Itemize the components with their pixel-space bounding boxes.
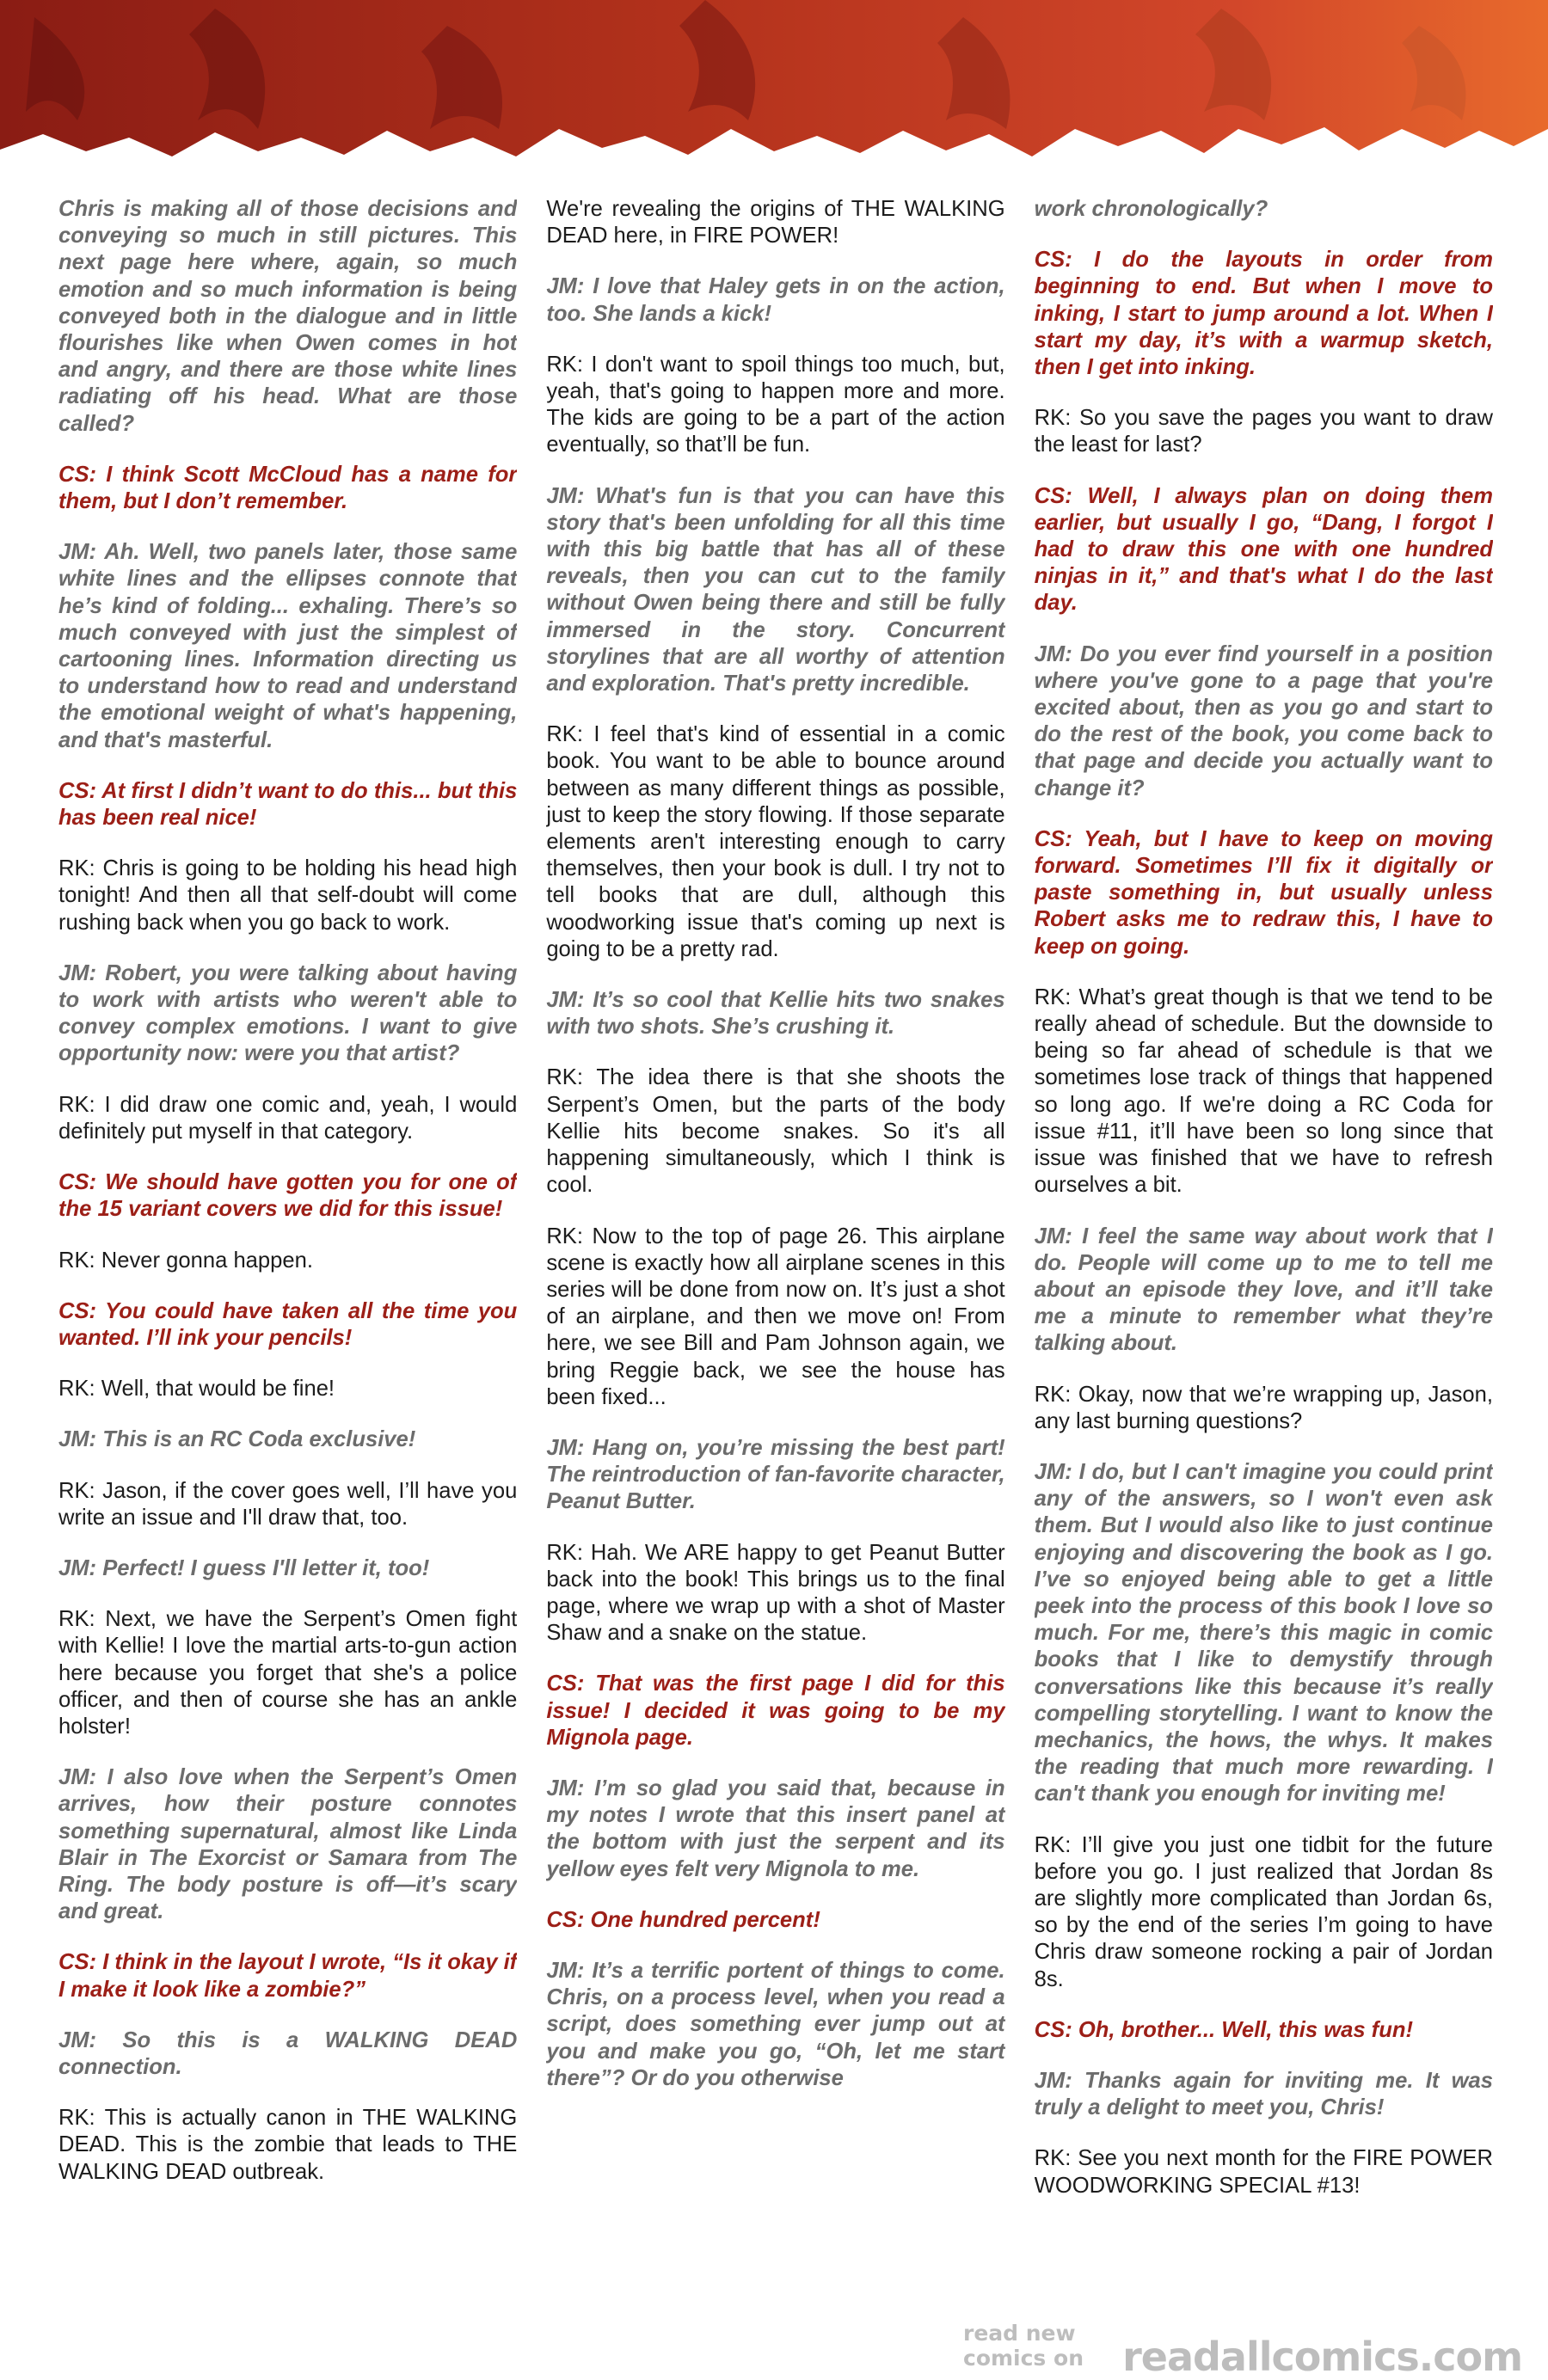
paragraph: JM: So this is a WALKING DEAD connection.: [58, 2027, 518, 2079]
paragraph: JM: I also love when the Serpent’s Omen arrives, how their posture connotes something supernatural, almost like Linda Blair in The Exorcist or Samara from The Ring. The body posture is off—it’s scary and great.: [58, 1765, 518, 1924]
paragraph: JM: Perfect! I guess I'll letter it, too!: [58, 1555, 430, 1580]
column-middle: [546, 196, 1004, 2285]
paragraph: CS: One hundred percent!: [546, 1907, 820, 1932]
paragraph: JM: I do, but I can't imagine you could print any of the answers, so I won't even ask them. But I would also like to just continue enjoying and discovering the book as I go. I’ve so enjoyed being able to get a little peek into the process of this book I love so much. For me, there’s this magic in comic books that I like to demystify through conversations like this because it’s really compelling storytelling. I want to know the mechanics, the hows, the whys. It makes the reading that much more rewarding. I can't thank you enough for inviting me!: [1034, 1459, 1493, 1806]
paragraph: CS: At first I didn’t want to do this... but this has been real nice!: [58, 778, 518, 831]
watermark-footer: [963, 2321, 1522, 2380]
paragraph: JM: I’m so glad you said that, because in my notes I wrote that this insert panel at the bottom with just the serpent and its yellow eyes felt very Mignola to me.: [546, 1776, 1005, 1881]
paragraph: CS: I think Scott McCloud has a name for them, but I don’t remember.: [58, 462, 518, 514]
paragraph: CS: Oh, brother... Well, this was fun!: [1034, 2017, 1413, 2042]
paragraph: CS: Well, I always plan on doing them earlier, but usually I go, “Dang, I forgot I had to draw this one with one hundred ninjas in it,” and that's what I do the last day.: [1034, 483, 1493, 616]
paragraph: RK: I feel that's kind of essential in a comic book. You want to be able to bounce around between as many different things as possible, just to keep the story flowing. If those separate elements aren't interesting enough to carry themselves, then your book is dull. I try not to tell books that are dull, although this woodworking issue that's coming up next is going to be a pretty rad.: [546, 722, 1005, 961]
paragraph: RK: What’s great though is that we tend to be really ahead of schedule. But the downside to being so far ahead of schedule is that we sometimes lose track of things that happened so long ago. If we're doing a RC Coda for issue #11, it’ll have been so long since that issue was finished that we have to refresh ourselves a bit.: [1034, 985, 1493, 1198]
paragraph: CS: Yeah, but I have to keep on moving forward. Sometimes I’ll fix it digitally or paste something in, but usually unless Robert asks me to redraw this, I have to keep on going.: [1034, 826, 1493, 959]
paragraph: CS: That was the first page I did for this issue! I decided it was going to be my Mignola page.: [546, 1672, 1005, 1750]
paragraph: work chronologically?: [1034, 197, 1268, 221]
paragraph: We're revealing the origins of THE WALKING DEAD here, in FIRE POWER!: [546, 197, 1005, 248]
column-left: [58, 196, 517, 2285]
paragraph: RK: Hah. We ARE happy to get Peanut Butter back into the book! This brings us to the final page, where we wrap up with a shot of Master Shaw and a snake on the statue.: [546, 1540, 1005, 1646]
paragraph: RK: Now to the top of page 26. This airplane scene is exactly how all airplane scenes in this series will be done from now on. It’s just a shot of an airplane, and then we move on! From here, we see Bill and Pam Johnson again, we bring Reggie back, we see the house has been fixed...: [546, 1224, 1005, 1409]
header-banner-art: [0, 0, 1548, 172]
paragraph: RK: Chris is going to be holding his head high tonight! And then all that self-doubt will come rushing back when you go back to work.: [58, 856, 518, 935]
paragraph: JM: I feel the same way about work that I do. People will come up to me to tell me about an episode they love, and it’ll take me a minute to remember what they’re talking about.: [1034, 1224, 1493, 1356]
watermark-site[interactable]: readallcomics.com: [1122, 2334, 1522, 2380]
watermark-prefix: read new comics on: [963, 2321, 1084, 2371]
paragraph: CS: You could have taken all the time you wanted. I’ll ink your pencils!: [58, 1298, 518, 1350]
column-right: [1035, 196, 1493, 2285]
paragraph: RK: Well, that would be fine!: [58, 1377, 335, 1402]
paragraph: RK: See you next month for the FIRE POWER WOODWORKING SPECIAL #13!: [1034, 2146, 1493, 2198]
paragraph: JM: It’s a terrific portent of things to come. Chris, on a process level, when you read a script, does something ever jump out at you and make you go, “Oh, let me start there”? Or do you otherwise: [546, 1958, 1005, 2090]
paragraph: RK: So you save the pages you want to draw the least for last?: [1034, 406, 1493, 457]
paragraph: RK: Next, we have the Serpent’s Omen fight with Kellie! I love the martial arts-to-gun action here because you forget that she's a police officer, and then of course she has an ankle holster!: [58, 1607, 518, 1739]
paragraph: JM: I love that Haley gets in on the action, too. She lands a kick!: [546, 274, 1005, 326]
paragraph: RK: I did draw one comic and, yeah, I would definitely put myself in that category.: [58, 1092, 518, 1144]
paragraph: CS: We should have gotten you for one of the 15 variant covers we did for this issue!: [58, 1170, 518, 1222]
paragraph: RK: Never gonna happen.: [58, 1248, 313, 1273]
paragraph: RK: I don't want to spoil things too much, but, yeah, that's going to happen more and more. The kids are going to be a part of the action eventually, so that’ll be fun.: [546, 352, 1005, 457]
paragraph: JM: Hang on, you’re missing the best part! The reintroduction of fan-favorite character, Peanut Butter.: [546, 1435, 1005, 1514]
paragraph: RK: This is actually canon in THE WALKING DEAD. This is the zombie that leads to THE WALKING DEAD outbreak.: [58, 2106, 518, 2184]
paragraph: Chris is making all of those decisions and conveying so much in still pictures. This next page here where, again, so much emotion and so much information is being conveyed both in the dialogue and in little flourishes like when Owen comes in hot and angry, and there are those white lines radiating off his head. What are those called?: [58, 197, 518, 436]
paragraph: RK: Okay, now that we’re wrapping up, Jason, any last burning questions?: [1034, 1382, 1493, 1433]
paragraph: CS: I think in the layout I wrote, “Is it okay if I make it look like a zombie?”: [58, 1950, 518, 2002]
paragraph: RK: I’ll give you just one tidbit for the future before you go. I just realized that Jordan 8s are slightly more complicated than Jordan 6s, so by the end of the series I’m going to have Chris draw someone rocking a pair of Jordan 8s.: [1034, 1832, 1493, 1991]
paragraph: JM: Thanks again for inviting me. It was truly a delight to meet you, Chris!: [1034, 2068, 1493, 2120]
interview-columns: [58, 196, 1493, 2285]
paragraph: CS: I do the layouts in order from beginning to end. But when I move to inking, I start to jump around a lot. When I start my day, it’s with a warmup sketch, then I get into inking.: [1034, 248, 1493, 380]
paragraph: JM: This is an RC Coda exclusive!: [58, 1427, 416, 1452]
paragraph: JM: Robert, you were talking about having to work with artists who weren't able to convey complex emotions. I want to give opportunity now: were you that artist?: [58, 960, 518, 1066]
paragraph: RK: Jason, if the cover goes well, I’ll have you write an issue and I'll draw that, too.: [58, 1478, 518, 1530]
paragraph: JM: Do you ever find yourself in a position where you've gone to a page that you're excited about, then as you go and start to do the rest of the book, you come back to that page and decide you actually want to change it?: [1034, 641, 1493, 800]
paragraph: JM: It’s so cool that Kellie hits two snakes with two shots. She’s crushing it.: [546, 988, 1005, 1040]
paragraph: JM: What's fun is that you can have this story that's been unfolding for all this time with this big battle that has all of these reveals, then you can cut to the family without Owen being there and still be fully immersed in the story. Concurrent storylines that are all worthy of attention and exploration. That's pretty incredible.: [546, 483, 1005, 696]
paragraph: JM: Ah. Well, two panels later, those same white lines and the ellipses connote that he’s kind of folding... exhaling. There’s so much conveyed with just the simplest of cartooning lines. Information directing us to understand how to read and understand the emotional weight of what's happening, and that's masterful.: [58, 540, 518, 752]
paragraph: RK: The idea there is that she shoots the Serpent’s Omen, but the parts of the body Kellie hits become snakes. So it's all happening simultaneously, which I think is cool.: [546, 1065, 1005, 1198]
